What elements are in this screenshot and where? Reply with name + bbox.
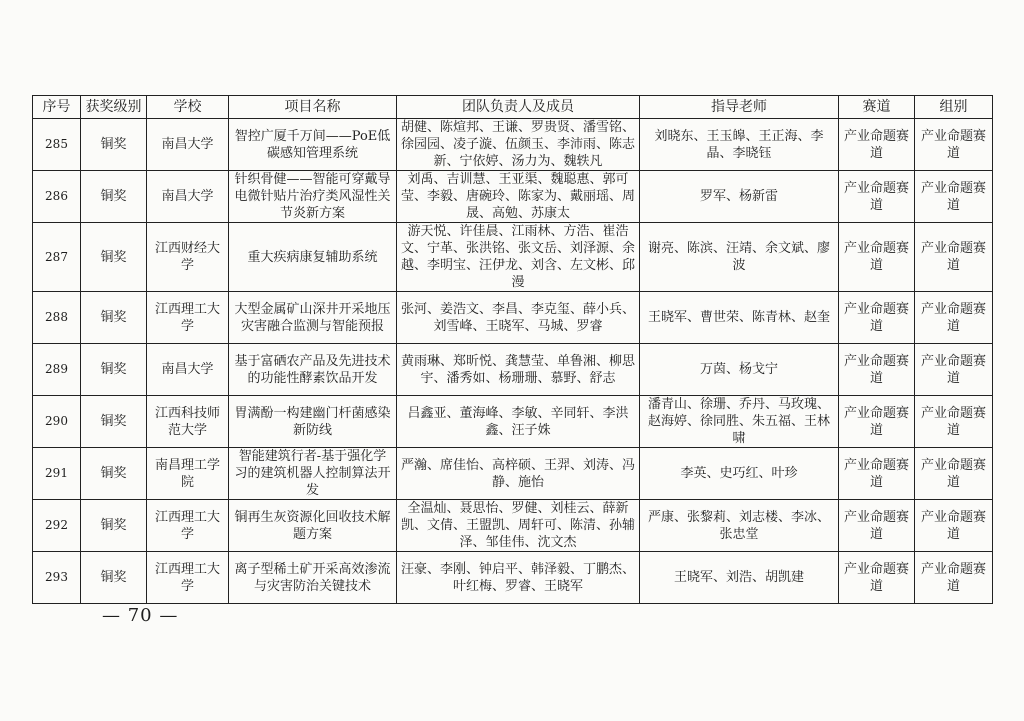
cell-school: 南昌理工学院 — [147, 448, 229, 500]
cell-track: 产业命题赛道 — [839, 344, 915, 396]
cell-team: 张河、姜浩文、李昌、李克玺、薛小兵、刘雪峰、王晓军、马城、罗睿 — [397, 292, 640, 344]
table-header-row — [33, 96, 993, 119]
cell-group: 产业命题赛道 — [915, 223, 993, 292]
cell-level: 铜奖 — [81, 396, 147, 448]
cell-level: 铜奖 — [81, 292, 147, 344]
cell-school: 南昌大学 — [147, 119, 229, 171]
cell-level: 铜奖 — [81, 500, 147, 552]
cell-group: 产业命题赛道 — [915, 396, 993, 448]
cell-group: 产业命题赛道 — [915, 552, 993, 604]
cell-team: 严瀚、席佳怡、高梓硕、王羿、刘涛、冯静、施怡 — [397, 448, 640, 500]
cell-track: 产业命题赛道 — [839, 119, 915, 171]
cell-level: 铜奖 — [81, 552, 147, 604]
header-track: 赛道 — [839, 96, 915, 119]
cell-no: 292 — [33, 500, 81, 552]
awards-table — [32, 95, 993, 604]
cell-track: 产业命题赛道 — [839, 396, 915, 448]
cell-no: 291 — [33, 448, 81, 500]
cell-advisors: 潘青山、徐珊、乔丹、马玫瑰、赵海婷、徐同胜、朱五福、王林啸 — [640, 396, 839, 448]
cell-team: 吕鑫亚、董海峰、李敏、辛同轩、李洪鑫、汪子姝 — [397, 396, 640, 448]
cell-advisors: 罗军、杨新雷 — [640, 171, 839, 223]
table-row — [33, 448, 993, 500]
cell-advisors: 严康、张黎莉、刘志楼、李冰、张忠堂 — [640, 500, 839, 552]
table-row — [33, 396, 993, 448]
table-row — [33, 223, 993, 292]
cell-team: 胡健、陈煊邦、王谦、罗贵贤、潘雪铭、徐园园、凌子漩、伍颜玉、李沛雨、陈志新、宁依婷、汤力为、魏轶凡 — [397, 119, 640, 171]
header-advisors: 指导老师 — [640, 96, 839, 119]
cell-no: 289 — [33, 344, 81, 396]
cell-track: 产业命题赛道 — [839, 448, 915, 500]
table-row — [33, 344, 993, 396]
cell-project: 智控广厦千万间——PoE低碳感知管理系统 — [229, 119, 397, 171]
cell-no: 290 — [33, 396, 81, 448]
cell-group: 产业命题赛道 — [915, 448, 993, 500]
cell-project: 胃满酚一构建幽门杆菌感染新防线 — [229, 396, 397, 448]
cell-school: 南昌大学 — [147, 344, 229, 396]
cell-project: 重大疾病康复辅助系统 — [229, 223, 397, 292]
cell-advisors: 刘晓东、王玉皞、王正海、李晶、李晓钰 — [640, 119, 839, 171]
cell-school: 江西科技师范大学 — [147, 396, 229, 448]
cell-team: 黄雨琳、郑昕悦、龚慧莹、单鲁湘、柳思宇、潘秀如、杨珊珊、慕野、舒志 — [397, 344, 640, 396]
cell-advisors: 王晓军、曹世荣、陈青林、赵奎 — [640, 292, 839, 344]
cell-level: 铜奖 — [81, 171, 147, 223]
cell-school: 江西理工大学 — [147, 500, 229, 552]
cell-track: 产业命题赛道 — [839, 292, 915, 344]
cell-team: 全温灿、聂思怡、罗健、刘桂云、薛新凯、文倩、王盟凯、周轩可、陈清、孙辅泽、邹佳伟、沈文杰 — [397, 500, 640, 552]
header-level: 获奖级别 — [81, 96, 147, 119]
cell-school: 江西财经大学 — [147, 223, 229, 292]
cell-project: 铜再生灰资源化回收技术解题方案 — [229, 500, 397, 552]
cell-no: 286 — [33, 171, 81, 223]
cell-school: 南昌大学 — [147, 171, 229, 223]
cell-no: 293 — [33, 552, 81, 604]
cell-project: 离子型稀土矿开采高效渗流与灾害防治关键技术 — [229, 552, 397, 604]
cell-team: 游天悦、许佳晨、江雨林、方浩、崔浩文、宁革、张洪铭、张文岳、刘泽源、余越、李明宝、汪伊龙、刘含、左文彬、邱漫 — [397, 223, 640, 292]
cell-level: 铜奖 — [81, 344, 147, 396]
cell-group: 产业命题赛道 — [915, 292, 993, 344]
cell-team: 刘禹、吉训慧、王亚渠、魏聪惠、郭可莹、李毅、唐碗玲、陈家为、戴丽瑶、周晟、高勉、苏康太 — [397, 171, 640, 223]
cell-track: 产业命题赛道 — [839, 500, 915, 552]
cell-track: 产业命题赛道 — [839, 552, 915, 604]
cell-advisors: 李英、史巧红、叶珍 — [640, 448, 839, 500]
cell-advisors: 谢亮、陈滨、汪靖、余文斌、廖波 — [640, 223, 839, 292]
cell-group: 产业命题赛道 — [915, 344, 993, 396]
header-project: 项目名称 — [229, 96, 397, 119]
cell-track: 产业命题赛道 — [839, 223, 915, 292]
cell-project: 大型金属矿山深井开采地压灾害融合监测与智能预报 — [229, 292, 397, 344]
cell-track: 产业命题赛道 — [839, 171, 915, 223]
cell-level: 铜奖 — [81, 448, 147, 500]
table-row — [33, 119, 993, 171]
cell-project: 基于富硒农产品及先进技术的功能性酵素饮品开发 — [229, 344, 397, 396]
cell-project: 智能建筑行者-基于强化学习的建筑机器人控制算法开发 — [229, 448, 397, 500]
cell-school: 江西理工大学 — [147, 552, 229, 604]
header-no: 序号 — [33, 96, 81, 119]
cell-school: 江西理工大学 — [147, 292, 229, 344]
table-row — [33, 292, 993, 344]
header-group: 组别 — [915, 96, 993, 119]
cell-group: 产业命题赛道 — [915, 171, 993, 223]
cell-team: 汪豪、李刚、钟启平、韩泽毅、丁鹏杰、叶红梅、罗睿、王晓军 — [397, 552, 640, 604]
cell-advisors: 万茵、杨戈宁 — [640, 344, 839, 396]
cell-group: 产业命题赛道 — [915, 119, 993, 171]
cell-advisors: 王晓军、刘浩、胡凯建 — [640, 552, 839, 604]
cell-no: 287 — [33, 223, 81, 292]
header-team: 团队负责人及成员 — [397, 96, 640, 119]
cell-project: 针织骨健——智能可穿戴导电微针贴片治疗类风湿性关节炎新方案 — [229, 171, 397, 223]
cell-level: 铜奖 — [81, 119, 147, 171]
table-row — [33, 171, 993, 223]
cell-no: 288 — [33, 292, 81, 344]
header-school: 学校 — [147, 96, 229, 119]
cell-group: 产业命题赛道 — [915, 500, 993, 552]
page-number: — 70 — — [102, 605, 179, 626]
table-row — [33, 500, 993, 552]
table-row — [33, 552, 993, 604]
cell-level: 铜奖 — [81, 223, 147, 292]
cell-no: 285 — [33, 119, 81, 171]
